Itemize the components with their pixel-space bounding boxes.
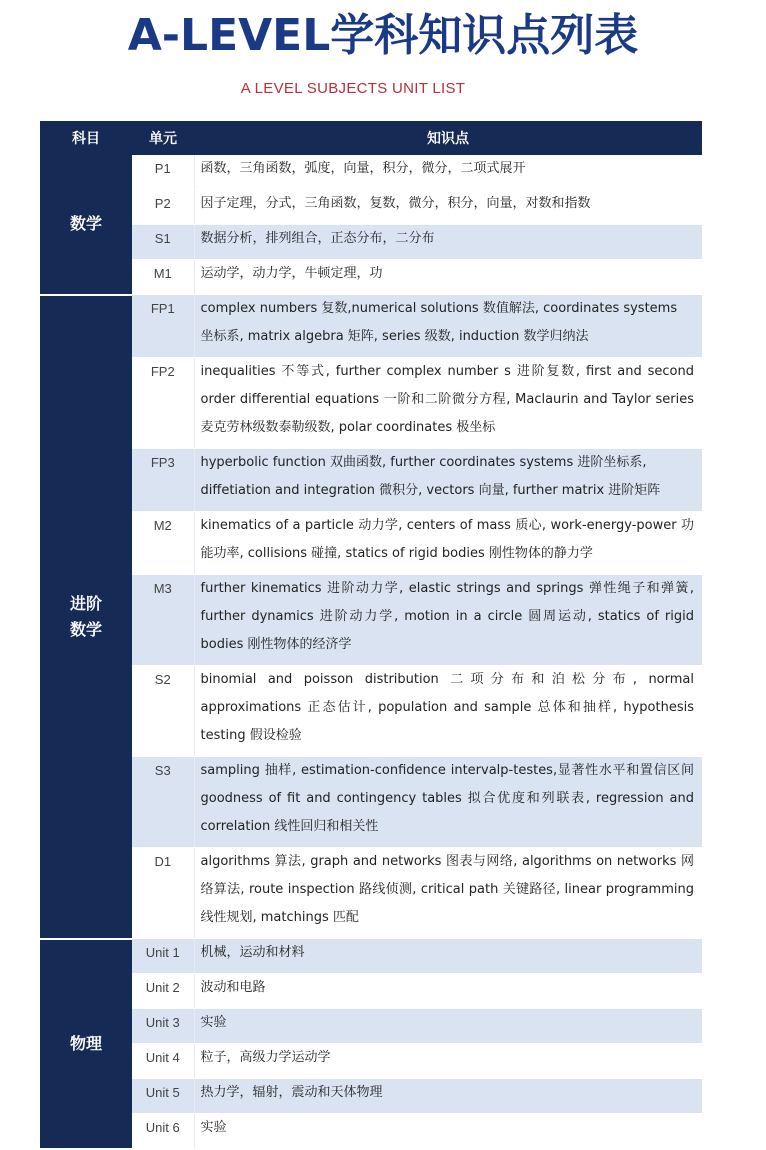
unit-code: Unit 5 [132,1079,194,1114]
page-title: A-LEVEL学科知识点列表 [127,10,639,61]
unit-topics: binomial and poisson distribution 二项分布和泊松分布, normal approximations 正态估计, population and sample 总体和抽样, hypothesis testing 假设检验 [194,666,702,757]
unit-code: M2 [132,512,194,575]
unit-topics: algorithms 算法, graph and networks 图表与网络, algorithms on networks 网络算法, route inspection 路线侦测, critical path 关键路径, linear programming 线性规划, matchings 匹配 [194,848,702,939]
unit-topics: 粒子，高级力学运动学 [194,1044,702,1079]
table-row [40,666,702,757]
table-row [40,575,702,666]
unit-code: P2 [132,190,194,225]
unit-topics: inequalities 不等式, further complex number s 进阶复数, first and second order differential equations 一阶和二阶微分方程, Maclaurin and Taylor series 麦克劳林级数泰勒级数, polar coordinates 极坐标 [194,358,702,449]
table-row [40,974,702,1009]
header-topics: 知识点 [194,121,702,155]
subjects-table [40,121,702,1150]
unit-code: Unit 6 [132,1114,194,1149]
unit-code: FP2 [132,358,194,449]
table-header-row [40,121,702,155]
subject-name-line-2: 数学 [69,619,102,639]
unit-topics: further kinematics 进阶动力学, elastic strings and springs 弹性绳子和弹簧, further dynamics 进阶动力学, motion in a circle 圆周运动, statics of rigid bodies 刚性物体的经济学 [194,575,702,666]
unit-code: Unit 2 [132,974,194,1009]
header-unit: 单元 [132,121,194,155]
unit-code: Unit 1 [132,939,194,974]
header-subject: 科目 [40,121,132,155]
table-row [40,358,702,449]
unit-topics: 实验 [194,1114,702,1149]
table-row [40,190,702,225]
table-row [40,1009,702,1044]
table-row [40,939,702,974]
unit-topics: 机械，运动和材料 [194,939,702,974]
subject-name-line-1: 进阶 [69,593,102,613]
unit-topics: 实验 [194,1009,702,1044]
subject-cell-math: 数学 [40,155,132,295]
unit-topics: sampling 抽样, estimation-confidence intervalp-testes,显著性水平和置信区间 goodness of fit and contingency tables 拟合优度和列联表, regression and correlation 线性回归和相关性 [194,757,702,848]
table-row [40,1114,702,1149]
page-subtitle: A LEVEL SUBJECTS UNIT LIST [240,80,466,97]
unit-code: Unit 3 [132,1009,194,1044]
unit-code: FP3 [132,449,194,512]
subject-cell-further-math [40,295,132,939]
unit-topics: 热力学，辐射，震动和天体物理 [194,1079,702,1114]
table-row [40,848,702,939]
unit-code: P1 [132,155,194,190]
table-row [40,260,702,295]
table-row [40,225,702,260]
unit-code: M1 [132,260,194,295]
table-row [40,449,702,512]
table-row [40,512,702,575]
unit-topics: hyperbolic function 双曲函数, further coordinates systems 进阶坐标系, diffetiation and integration 微积分, vectors 向量, further matrix 进阶矩阵 [194,449,702,512]
unit-topics: kinematics of a particle 动力学, centers of mass 质心, work-energy-power 功能功率, collisions 碰撞, statics of rigid bodies 刚性物体的静力学 [194,512,702,575]
unit-code: S3 [132,757,194,848]
unit-topics: 数据分析，排列组合，正态分布，二分布 [194,225,702,260]
unit-topics: 波动和电路 [194,974,702,1009]
unit-topics: complex numbers 复数,numerical solutions 数值解法, coordinates systems 坐标系, matrix algebra 矩阵, series 级数, induction 数学归纳法 [194,295,702,358]
unit-code: S1 [132,225,194,260]
unit-code: D1 [132,848,194,939]
table-row [40,155,702,190]
unit-code: FP1 [132,295,194,358]
unit-topics: 因子定理，分式，三角函数，复数，微分，积分，向量，对数和指数 [194,190,702,225]
table-row [40,757,702,848]
subject-cell-physics: 物理 [40,939,132,1149]
unit-topics: 运动学，动力学，牛顿定理，功 [194,260,702,295]
table-row [40,295,702,358]
table-row [40,1079,702,1114]
unit-code: S2 [132,666,194,757]
unit-code: M3 [132,575,194,666]
unit-code: Unit 4 [132,1044,194,1079]
unit-topics: 函数，三角函数，弧度，向量，积分，微分，二项式展开 [194,155,702,190]
table-row [40,1044,702,1079]
